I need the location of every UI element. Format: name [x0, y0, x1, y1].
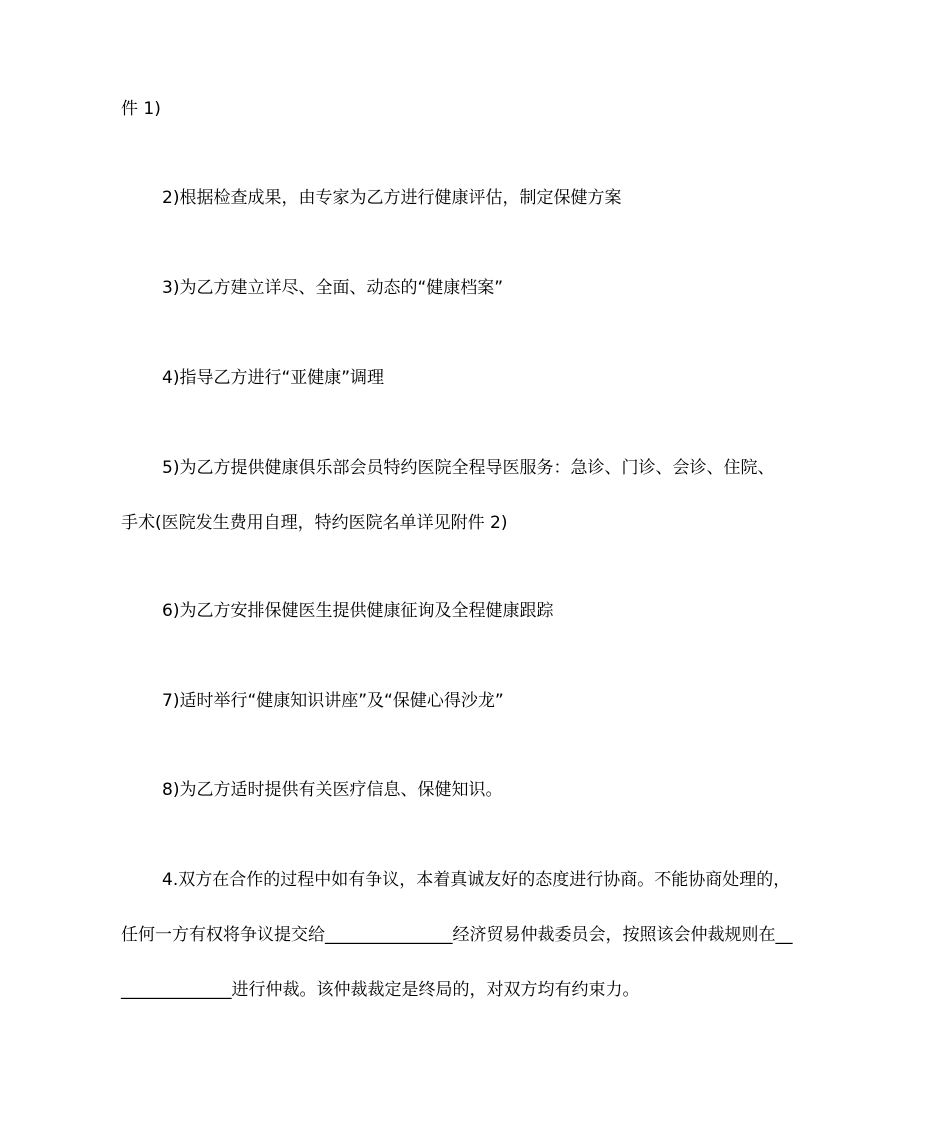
text-line-7: 6)为乙方安排保健医生提供健康征询及全程健康跟踪 [162, 601, 554, 621]
text-line-3: 3)为乙方建立详尽、全面、动态的“健康档案” [162, 278, 504, 298]
text-line-6: 手术(医院发生费用自理，特约医院名单详见附件 2) [121, 513, 508, 533]
text-line-9: 8)为乙方适时提供有关医疗信息、保健知识。 [162, 780, 503, 800]
text-line-10: 4.双方在合作的过程中如有争议，本着真诚友好的态度进行协商。不能协商处理的， [162, 870, 791, 890]
text-line-5: 5)为乙方提供健康俱乐部会员特约医院全程导医服务：急诊、门诊、会诊、住院、 [162, 458, 775, 478]
text-line-12: _____________进行仲裁。该仲裁裁定是终局的，对双方均有约束力。 [121, 980, 640, 1000]
text-line-2: 2)根据检查成果，由专家为乙方进行健康评估，制定保健方案 [162, 188, 622, 208]
text-line-4: 4)指导乙方进行“亚健康”调理 [162, 368, 385, 388]
text-line-8: 7)适时举行“健康知识讲座”及“保健心得沙龙” [162, 691, 504, 711]
text-line-11: 任何一方有权将争议提交给_______________经济贸易仲裁委员会，按照该会仲裁规则在__ [121, 925, 793, 945]
text-line-1: 件 1) [121, 99, 161, 119]
